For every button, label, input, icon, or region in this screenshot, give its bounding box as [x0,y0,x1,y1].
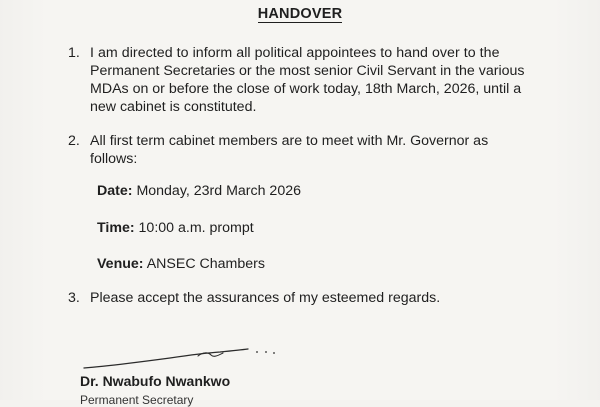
item-line: All first term cabinet members are to meet with Mr. Governor as [90,133,489,149]
item-number: 3. [68,290,80,306]
signatory-role: Permanent Secretary [80,393,194,407]
venue-label: Venue: [97,256,144,272]
document-title: HANDOVER [257,6,343,22]
item-number: 2. [68,133,80,149]
meeting-venue [97,255,265,273]
time-label: Time: [97,220,135,236]
item-line: MDAs on or before the close of work today, 18th March, 2026, until a [90,81,522,97]
item-line: I am directed to inform all political appointees to hand over to the [90,45,500,61]
meeting-date [97,182,301,200]
signatory-name: Dr. Nwabufo Nwankwo [80,373,231,389]
meeting-time [97,219,254,237]
time-value: 10:00 a.m. prompt [138,220,254,236]
venue-value: ANSEC Chambers [146,256,265,272]
date-value: Monday, 23rd March 2026 [136,183,301,199]
item-line: new cabinet is constituted. [90,99,257,115]
item-number: 1. [68,45,80,61]
signature-scribble [80,344,280,374]
item-line: Permanent Secretaries or the most senior Civil Servant in the various [90,63,525,79]
item-line: follows: [90,151,138,167]
item-line: Please accept the assurances of my esteemed regards. [90,290,441,306]
date-label: Date: [97,183,133,199]
